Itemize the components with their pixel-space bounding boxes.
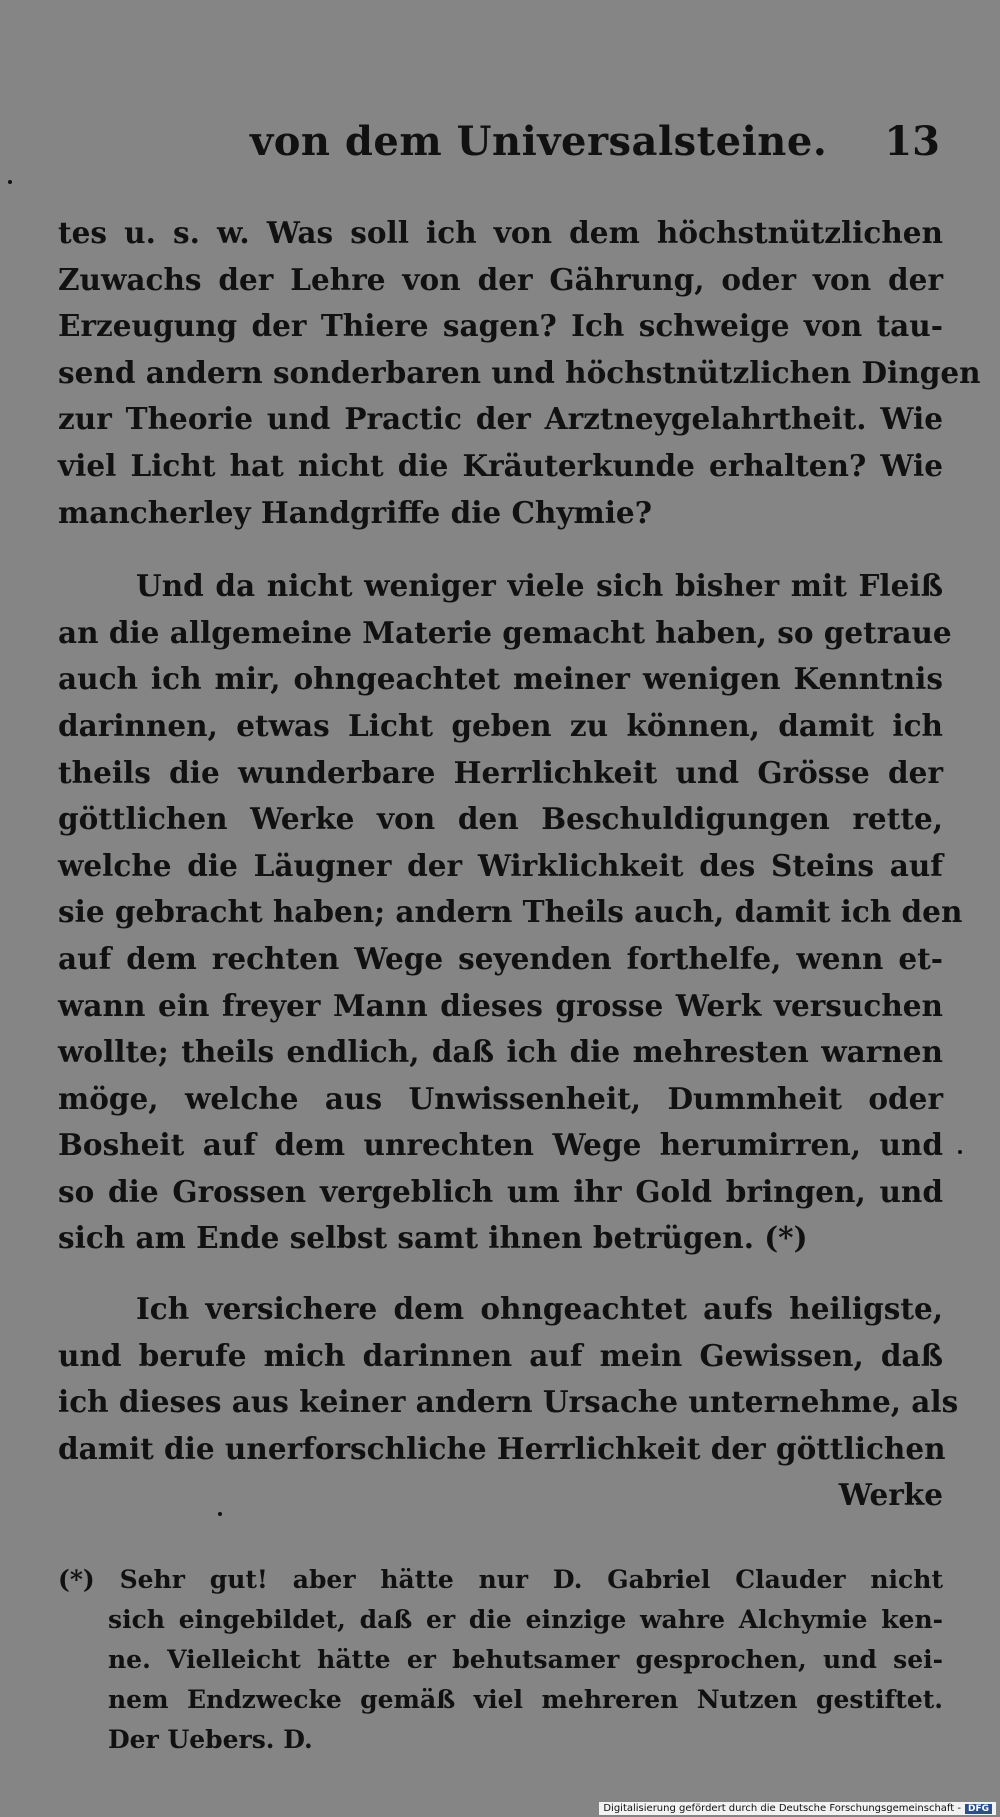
text-line: an die allgemeine Materie gemacht haben, so getraue <box>58 614 952 650</box>
text-line: Bosheit auf dem unrechten Wege herumirren, und <box>58 1127 943 1163</box>
text-line: ich dieses aus keiner andern Ursache unternehme, als <box>58 1384 959 1420</box>
footnote-line: sich eingebildet, daß er die einzige wahre Alchymie ken- <box>108 1605 943 1634</box>
credit-text: Digitalisierung gefördert durch die Deutsche Forschungsgemeinschaft - <box>603 1803 961 1814</box>
text-line: tes u. s. w. Was soll ich von dem höchstnützlichen <box>58 215 943 250</box>
text-line: send andern sonderbaren und höchstnützlichen Dingen <box>58 354 981 390</box>
text-line: möge, welche aus Unwissenheit, Dummheit oder <box>58 1080 943 1116</box>
ink-speck <box>218 1512 222 1516</box>
catchword: Werke <box>838 1477 943 1513</box>
text-line: damit die unerforschliche Herrlichkeit der göttlichen <box>58 1430 946 1466</box>
paragraph-3 <box>58 1286 959 1472</box>
text-line: göttlichen Werke von den Beschuldigungen rette, <box>58 801 943 837</box>
running-title: von dem Universalsteine. <box>250 118 828 165</box>
text-line: Erzeugung der Thiere sagen? Ich schweige von tau- <box>58 308 943 344</box>
body-text <box>58 210 981 1519</box>
text-line: auf dem rechten Wege seyenden forthelfe, wenn et- <box>58 940 943 976</box>
text-line: so die Grossen vergeblich um ihr Gold bringen, und <box>58 1173 943 1209</box>
dfg-logo: DFG <box>965 1804 992 1814</box>
text-line: sich am Ende selbst samt ihnen betrügen. (*) <box>58 1220 808 1256</box>
text-line: viel Licht hat nicht die Kräuterkunde erhalten? Wie <box>58 447 943 483</box>
paragraph-1 <box>58 210 981 536</box>
footnote-line: nem Endzwecke gemäß viel mehreren Nutzen gestiftet. <box>108 1685 943 1714</box>
text-line: zur Theorie und Practic der Arztneygelahrtheit. Wie <box>58 401 943 437</box>
text-line: wann ein freyer Mann dieses grosse Werk versuchen <box>58 987 943 1023</box>
text-line: wollte; theils endlich, daß ich die mehresten warnen <box>58 1034 943 1070</box>
text-line: darinnen, etwas Licht geben zu können, damit ich <box>58 707 943 743</box>
footnote-line: Der Uebers. D. <box>108 1725 313 1754</box>
text-line: auch ich mir, ohngeachtet meiner wenigen Kenntnis <box>58 661 943 697</box>
text-line: Und da nicht weniger viele sich bisher mit Fleiß <box>136 568 943 604</box>
footnote-line: ne. Vielleicht hätte er behutsamer gesprochen, und sei- <box>108 1645 943 1674</box>
text-line: sie gebracht haben; andern Theils auch, damit ich den <box>58 894 963 930</box>
ink-speck <box>8 180 12 184</box>
text-line: welche die Läugner der Wirklichkeit des Steins auf <box>58 847 943 883</box>
page-header <box>0 118 1000 178</box>
digitization-credit <box>599 1802 996 1815</box>
ink-speck <box>958 1150 962 1154</box>
text-line: mancherley Handgriffe die Chymie? <box>58 494 652 530</box>
paragraph-2 <box>58 563 963 1262</box>
footnote <box>58 1560 943 1760</box>
text-line: Zuwachs der Lehre von der Gährung, oder von der <box>58 261 943 297</box>
text-line: und berufe mich darinnen auf mein Gewissen, daß <box>58 1337 943 1373</box>
footnote-line: (*) Sehr gut! aber hätte nur D. Gabriel Clauder nicht <box>58 1565 943 1594</box>
text-line: theils die wunderbare Herrlichkeit und Grösse der <box>58 754 943 790</box>
page-number: 13 <box>884 118 940 165</box>
text-line: Ich versichere dem ohngeachtet aufs heiligste, <box>136 1291 943 1327</box>
